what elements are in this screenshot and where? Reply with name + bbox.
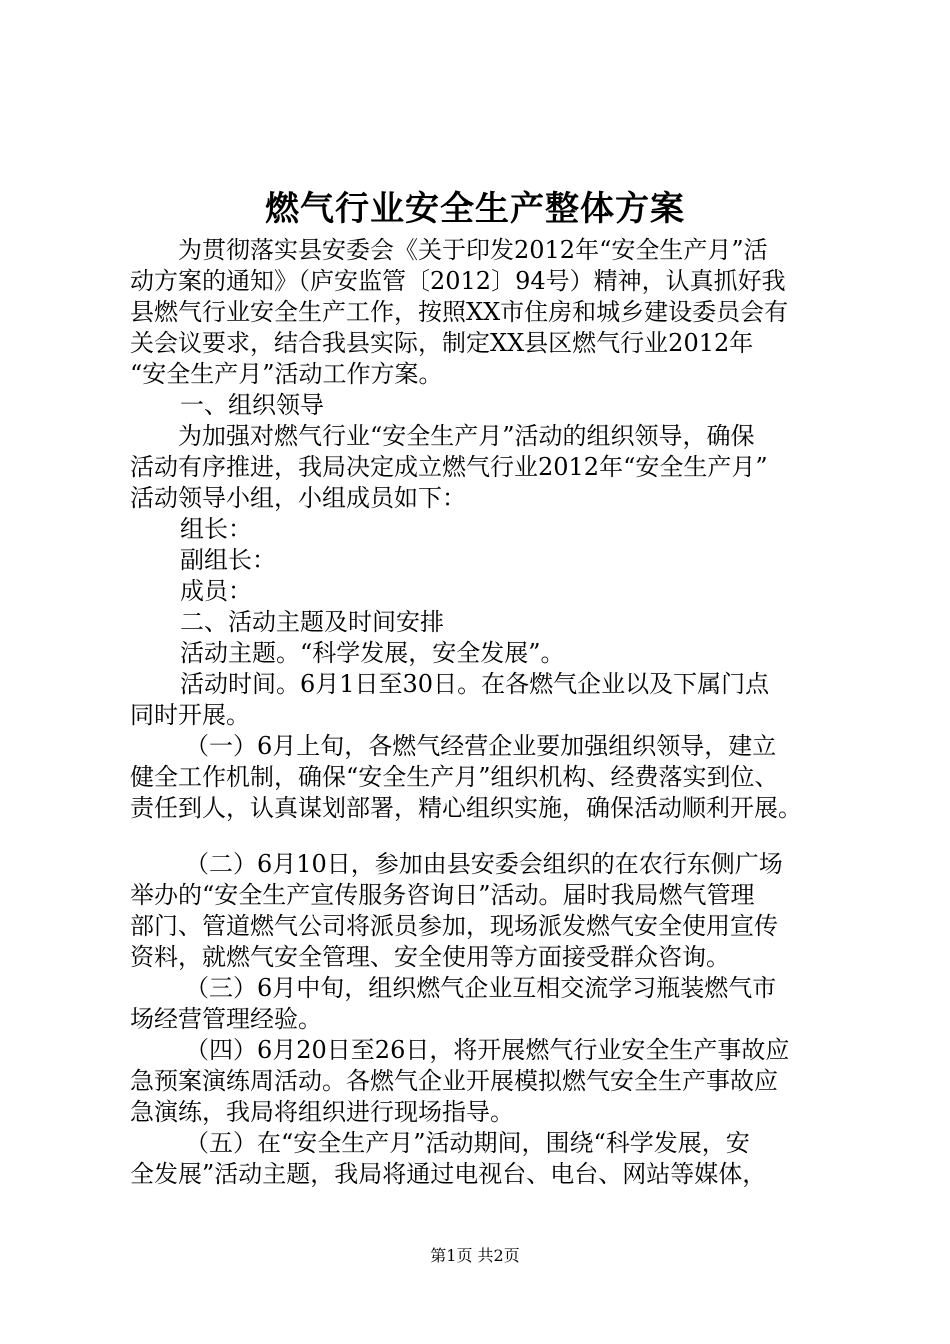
section-heading: 一、组织领导 (180, 391, 324, 419)
body-line: （一）6月上旬，各燃气经营企业要加强组织领导，建立 (185, 732, 777, 760)
body-line: 举办的“安全生产宣传服务咨询日”活动。届时我局燃气管理 (130, 881, 755, 909)
body-line: 关会议要求，结合我县实际，制定XX县区燃气行业2012年 (130, 329, 754, 357)
body-line: 全发展”活动主题，我局将通过电视台、电台、网站等媒体， (130, 1160, 767, 1188)
body-line: （五）在“安全生产月”活动期间，围绕“科学发展，安 (185, 1129, 750, 1157)
body-line: 动方案的通知》（庐安监管〔2012〕94号）精神，认真抓好我 (130, 267, 786, 295)
body-line: 活动有序推进，我局决定成立燃气行业2012年“安全生产月” (130, 453, 768, 481)
body-line: （四）6月20日至26日，将开展燃气行业安全生产事故应 (185, 1036, 790, 1064)
body-line: 急演练，我局将组织进行现场指导。 (130, 1098, 514, 1126)
body-line: 部门、管道燃气公司将派员参加，现场派发燃气安全使用宣传 (130, 912, 778, 940)
member-label-deputy: 副组长： (180, 546, 276, 574)
section-heading: 二、活动主题及时间安排 (180, 608, 444, 636)
body-line: 急预案演练周活动。各燃气企业开展模拟燃气安全生产事故应 (130, 1067, 778, 1095)
body-line: 责任到人，认真谋划部署，精心组织实施，确保活动顺利开展。 (130, 794, 802, 822)
document-title: 燃气行业安全生产整体方案 (265, 189, 685, 229)
member-label-leader: 组长： (180, 515, 252, 543)
body-line: 资料，就燃气安全管理、安全使用等方面接受群众咨询。 (130, 943, 730, 971)
body-line: （二）6月10日，参加由县安委会组织的在农行东侧广场 (185, 850, 783, 878)
body-line: 活动主题。“科学发展，安全发展”。 (180, 639, 565, 667)
body-line: 为贯彻落实县安委会《关于印发2012年“安全生产月”活 (178, 236, 768, 264)
body-line: 场经营管理经验。 (130, 1005, 322, 1033)
body-line: 活动时间。6月1日至30日。在各燃气企业以及下属门点 (180, 670, 770, 698)
body-line: 健全工作机制，确保“安全生产月”组织机构、经费落实到位、 (130, 763, 779, 791)
body-line: 同时开展。 (130, 701, 250, 729)
body-line: （三）6月中旬，组织燃气企业互相交流学习瓶装燃气市 (185, 974, 777, 1002)
body-line: 县燃气行业安全生产工作，按照XX市住房和城乡建设委员会有 (130, 298, 789, 326)
body-line: “安全生产月”活动工作方案。 (130, 360, 443, 388)
body-line: 活动领导小组，小组成员如下： (130, 484, 466, 512)
body-line: 为加强对燃气行业“安全生产月”活动的组织领导，确保 (178, 422, 755, 450)
member-label-members: 成员： (180, 577, 252, 605)
page-number: 第1页 共2页 (430, 1246, 520, 1265)
